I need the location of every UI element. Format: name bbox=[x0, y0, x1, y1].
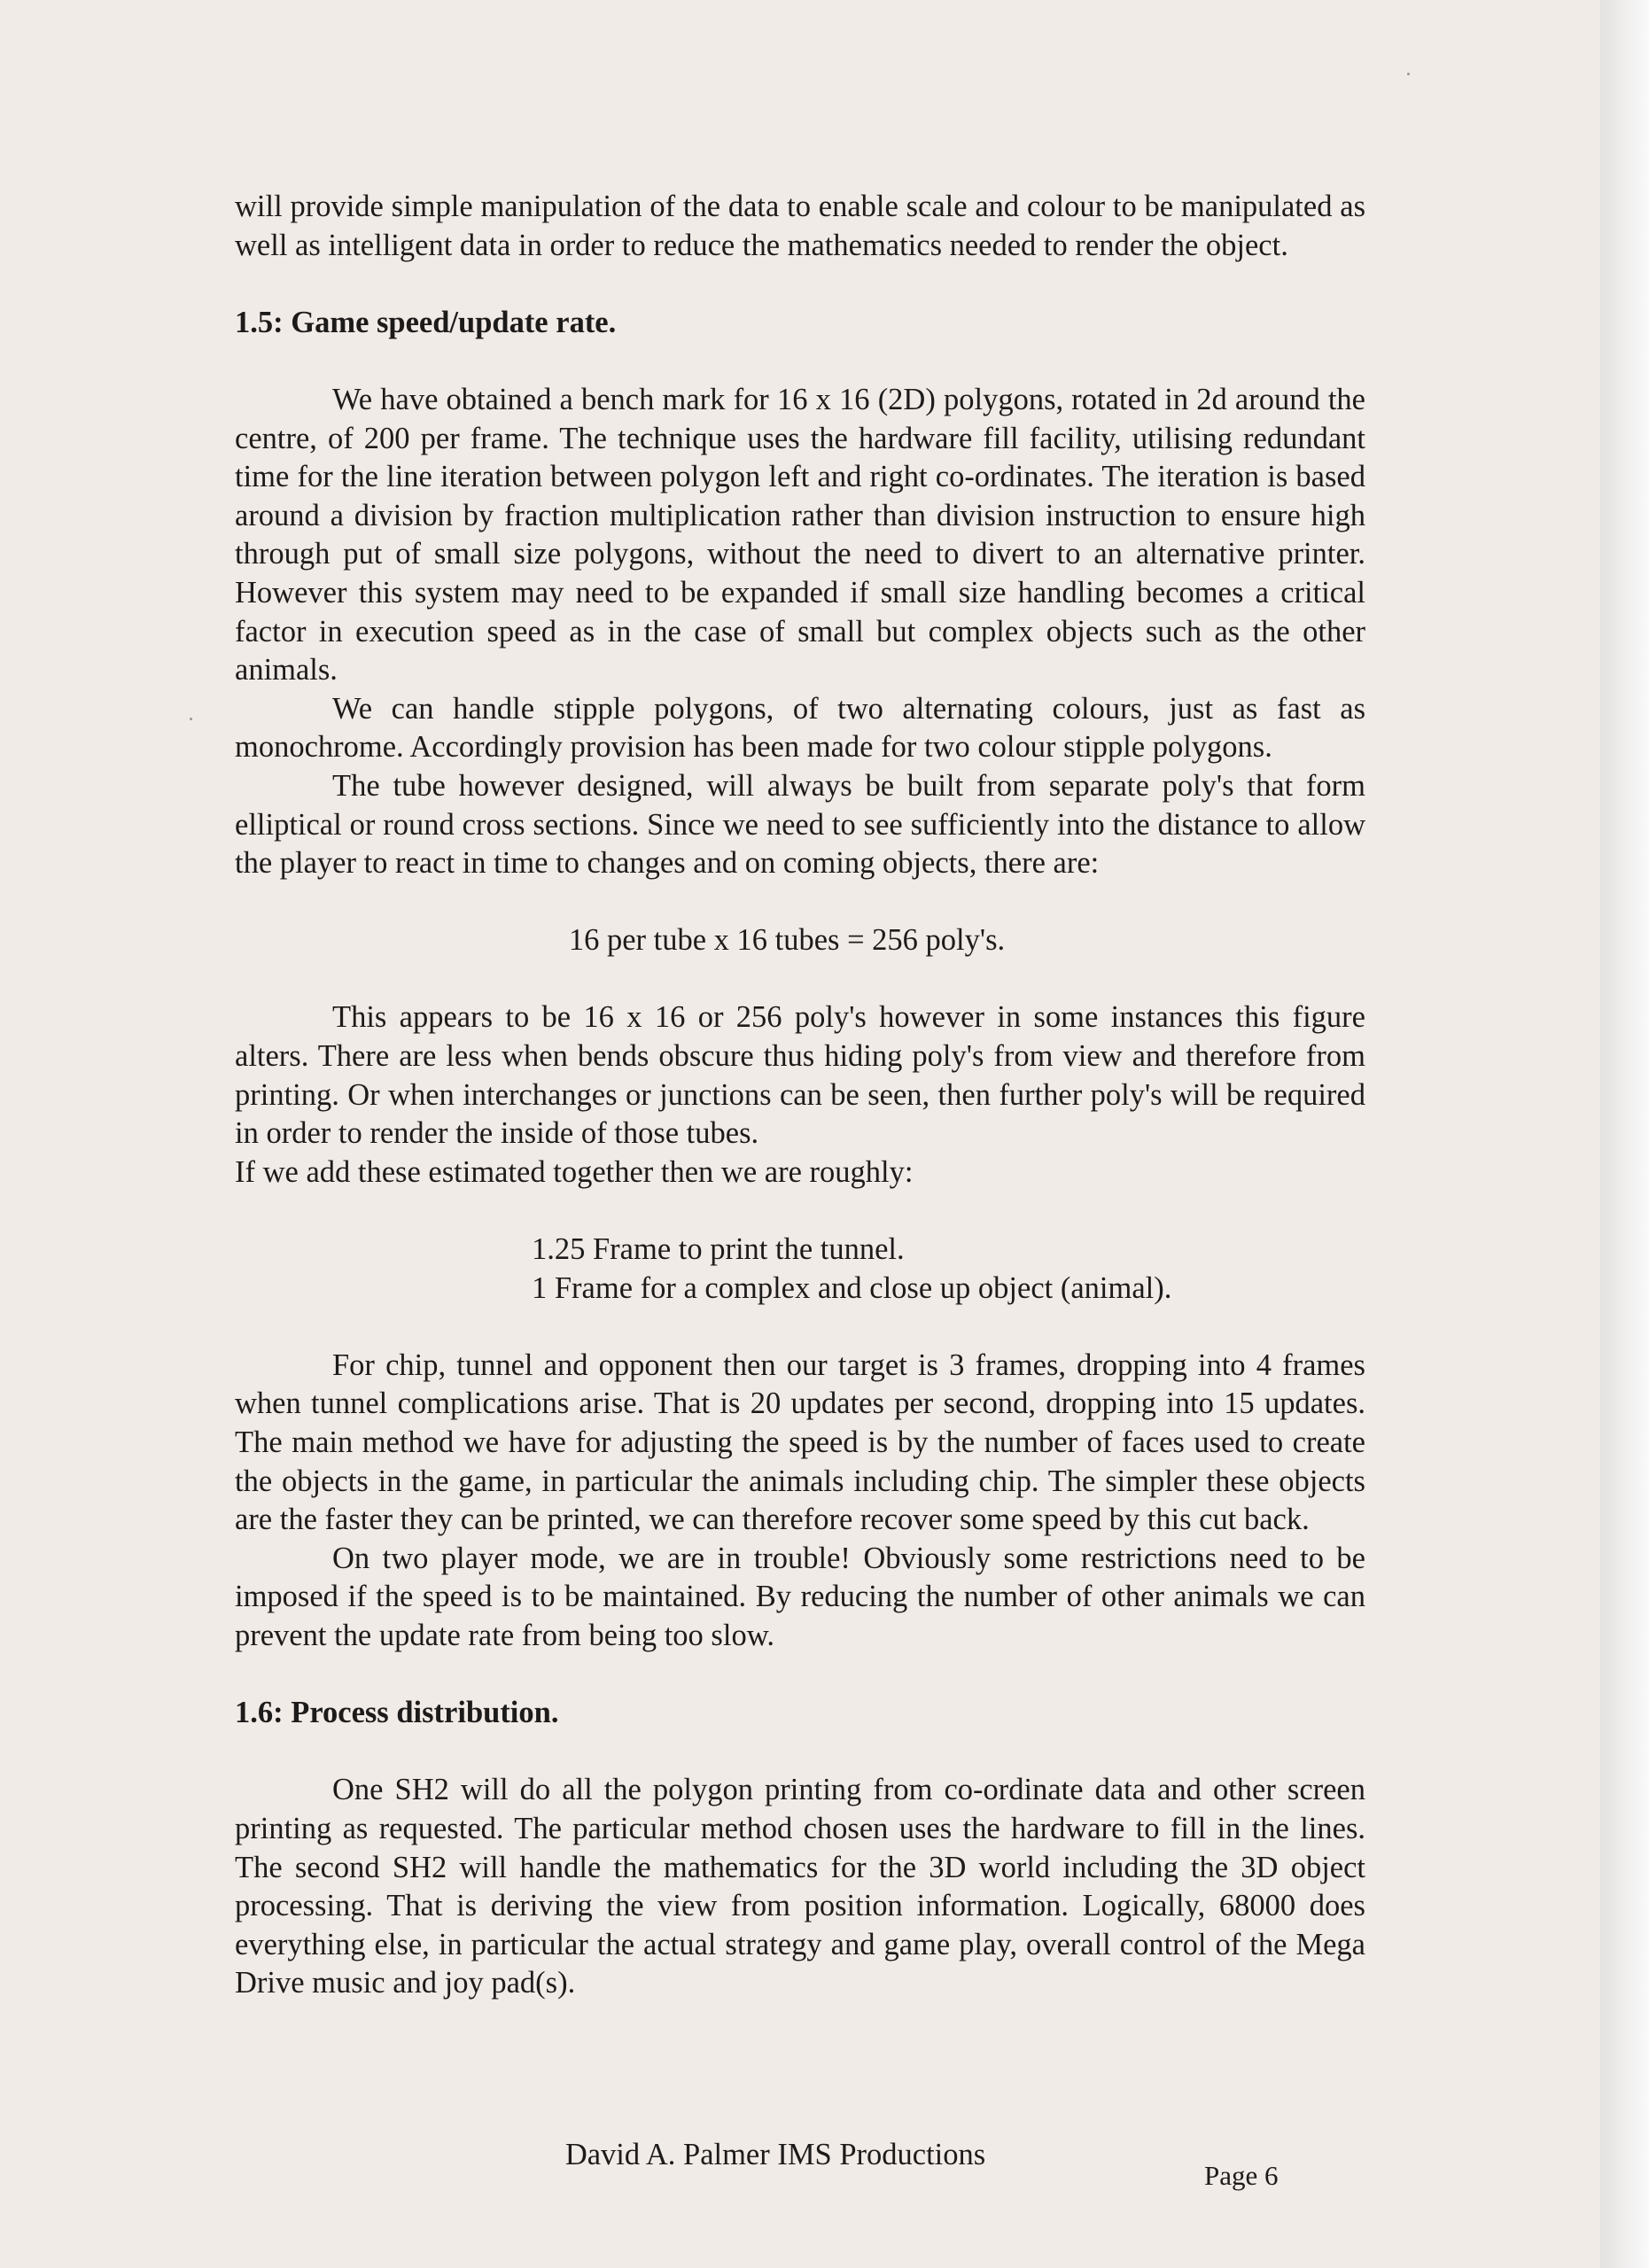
paragraph-poly-variation: This appears to be 16 x 16 or 256 poly's however in some instances this figure alters. There are less when bends obscure thus hiding poly's from view and therefore from printing. Or when interchanges or junctions can be seen, then further poly's will be required in order to render the inside of those tubes. bbox=[235, 1000, 1365, 1151]
intro-paragraph: will provide simple manipulation of the data to enable scale and colour to be manipulated as well as intelligent data in order to reduce the mathematics needed to render the object. bbox=[235, 190, 1365, 262]
frame-estimate-list bbox=[235, 1231, 1365, 1308]
paragraph-sh2: One SH2 will do all the polygon printing from co-ordinate data and other screen printing as requested. The particular method chosen uses the hardware to fill in the lines. The second SH2 will handle the mathematics for the 3D world including the 3D object processing. That is deriving the view from position information. Logically, 68000 does everything else, in particular the actual strategy and game play, overall control of the Mega Drive music and joy pad(s). bbox=[235, 1773, 1365, 2000]
estimate-intro: If we add these estimated together then we are roughly: bbox=[235, 1154, 914, 1189]
paragraph-stipple: We can handle stipple polygons, of two alternating colours, just as fast as monochrome. Accordingly provision has been made for two colour stipple polygons. bbox=[235, 691, 1365, 765]
footer-author: David A. Palmer IMS Productions bbox=[564, 2138, 986, 2171]
document-body bbox=[235, 188, 1365, 2003]
frame-estimate-tunnel: 1.25 Frame to print the tunnel. bbox=[532, 1232, 905, 1267]
section-heading-process-distribution: 1.6: Process distribution. bbox=[235, 1696, 559, 1730]
page-number: Page 6 bbox=[1204, 2160, 1279, 2191]
paper-speck bbox=[1407, 73, 1410, 75]
paragraph-tube: The tube however designed, will always be built from separate poly's that form elliptical or round cross sections. Since we need to see sufficiently into the distance to allow the player to react in time to changes and on coming objects, there are: bbox=[235, 768, 1365, 881]
paper-speck bbox=[190, 718, 192, 720]
section-heading-game-speed: 1.5: Game speed/update rate. bbox=[235, 305, 617, 339]
frame-estimate-object: 1 Frame for a complex and close up object (animal). bbox=[532, 1270, 1172, 1305]
paragraph-two-player: On two player mode, we are in trouble! Obviously some restrictions need to be imposed if the speed is to be maintained. By reducing the number of other animals we can prevent the update rate from being too slow. bbox=[235, 1541, 1365, 1652]
paragraph-bench-mark: We have obtained a bench mark for 16 x 16 (2D) polygons, rotated in 2d around the centre, of 200 per frame. The technique uses the hardware fill facility, utilising redundant time for the line iteration between polygon left and right co-ordinates. The iteration is based around a division by fraction multiplication rather than division instruction to ensure high through put of small size polygons, without the need to divert to an alternative printer. However this system may need to be expanded if small size handling becomes a critical factor in execution speed as in the case of small but complex objects such as the other animals. bbox=[235, 382, 1365, 687]
paragraph-target-frames: For chip, tunnel and opponent then our target is 3 frames, dropping into 4 frames when tunnel complications arise. That is 20 updates per second, dropping into 15 updates. The main method we have for adjusting the speed is by the number of faces used to create the objects in the game, in particular the animals including chip. The simpler these objects are the faster they can be printed, we can therefore recover some speed by this cut back. bbox=[235, 1348, 1365, 1537]
page-edge bbox=[1600, 0, 1649, 2268]
poly-count-formula: 16 per tube x 16 tubes = 256 poly's. bbox=[568, 923, 1006, 958]
